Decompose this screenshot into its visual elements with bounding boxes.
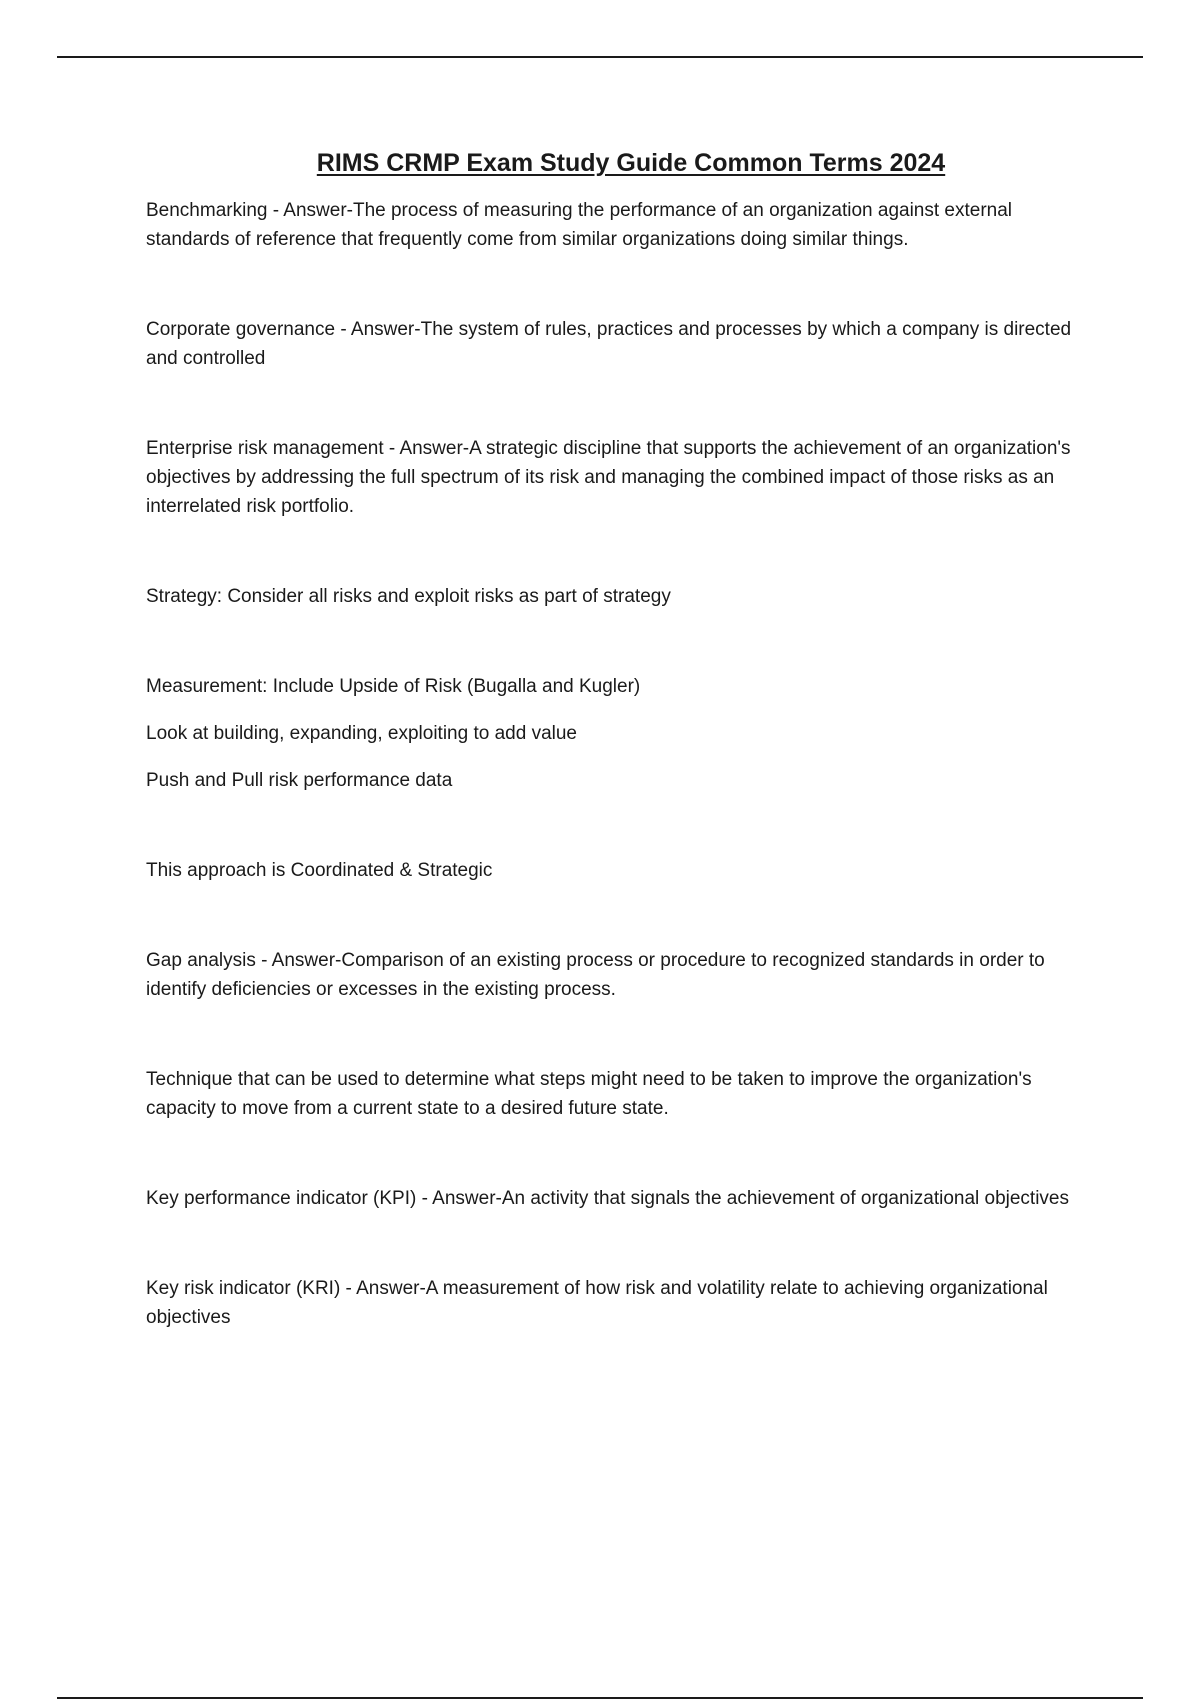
term-kpi: Key performance indicator (KPI) - Answer-An activity that signals the achievement of organizational objectives [146,1188,1070,1209]
document-body [146,146,1086,1332]
bottom-divider [57,1697,1143,1699]
note-push-pull: Push and Pull risk performance data [146,770,453,791]
term-kri: Key risk indicator (KRI) - Answer-A measurement of how risk and volatility relate to achieving organizational objectives [146,1278,1048,1328]
document-title: RIMS CRMP Exam Study Guide Common Terms 2024 [316,149,946,177]
note-look-at-building: Look at building, expanding, exploiting to add value [146,723,577,744]
note-technique: Technique that can be used to determine what steps might need to be taken to improve the organization's capacity to move from a current state to a desired future state. [146,1069,1032,1119]
note-approach: This approach is Coordinated & Strategic [146,860,493,881]
note-measurement: Measurement: Include Upside of Risk (Bugalla and Kugler) [146,676,641,697]
term-gap-analysis: Gap analysis - Answer-Comparison of an existing process or procedure to recognized standards in order to identify deficiencies or excesses in the existing process. [146,950,1045,1000]
term-enterprise-risk-management: Enterprise risk management - Answer-A strategic discipline that supports the achievement of an organization's objectives by addressing the full spectrum of its risk and managing the combined impact of those risks as an interrelated risk portfolio. [146,438,1071,517]
term-corporate-governance: Corporate governance - Answer-The system of rules, practices and processes by which a company is directed and controlled [146,319,1072,369]
term-benchmarking: Benchmarking - Answer-The process of measuring the performance of an organization against external standards of reference that frequently come from similar organizations doing similar things. [146,200,1013,250]
top-divider [57,56,1143,58]
note-strategy: Strategy: Consider all risks and exploit risks as part of strategy [146,586,671,607]
